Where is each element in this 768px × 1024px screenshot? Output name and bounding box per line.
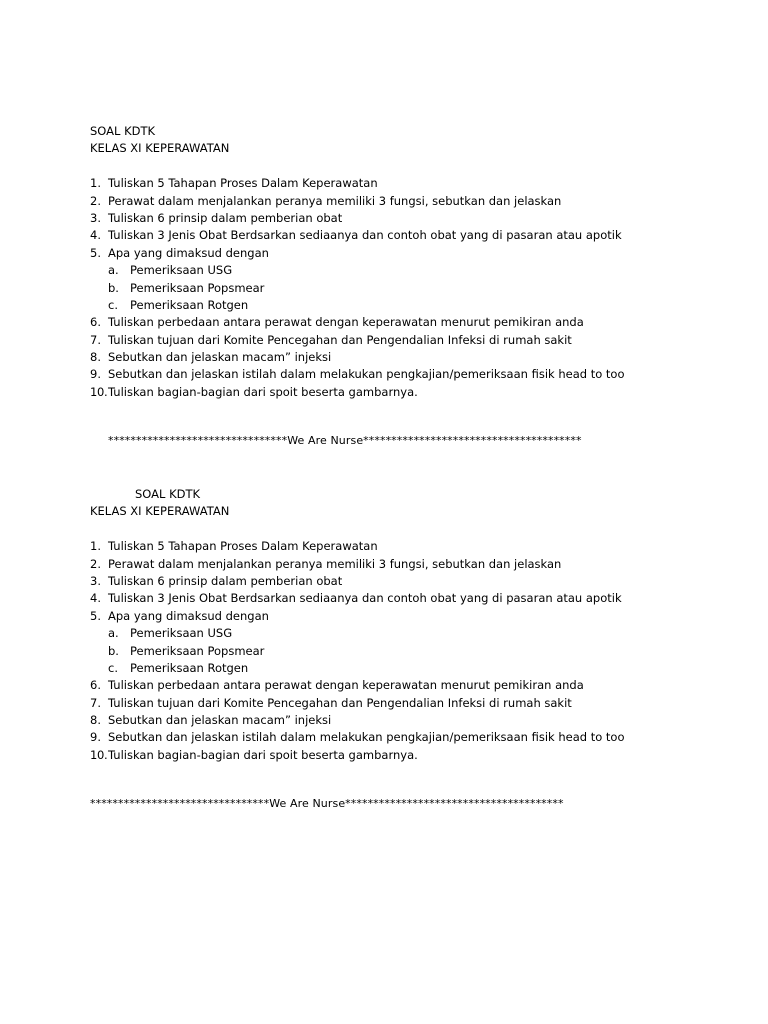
- question-number: 5.: [90, 608, 101, 623]
- question-text: Tuliskan perbedaan antara perawat dengan keperawatan menurut pemikiran anda: [108, 678, 584, 693]
- question-text: Tuliskan 6 prinsip dalam pemberian obat: [108, 573, 343, 588]
- question-text: Tuliskan bagian-bagian dari spoit beserta gambarnya.: [108, 384, 418, 399]
- sub-item-letter: a.: [108, 626, 119, 641]
- question-item: [90, 366, 690, 383]
- question-text: Tuliskan tujuan dari Komite Pencegahan dan Pengendalian Infeksi di rumah sakit: [108, 332, 572, 347]
- question-text: Tuliskan bagian-bagian dari spoit beserta gambarnya.: [108, 747, 418, 762]
- sub-item-text: Pemeriksaan USG: [130, 626, 233, 641]
- question-number: 8.: [90, 350, 101, 365]
- question-item: [90, 175, 690, 192]
- question-text: Tuliskan 3 Jenis Obat Berdsarkan sediaanya dan contoh obat yang di pasaran atau apotik: [108, 591, 622, 606]
- question-number: 6.: [90, 315, 101, 330]
- question-number: 7.: [90, 695, 101, 710]
- question-number: 4.: [90, 228, 101, 243]
- question-item: [90, 210, 690, 227]
- question-item: [90, 712, 690, 729]
- section-divider: ********************************We Are Nurse***************************************: [90, 797, 564, 810]
- question-item: [90, 227, 690, 244]
- question-item: [90, 384, 690, 401]
- question-text: Perawat dalam menjalankan peranya memiliki 3 fungsi, sebutkan dan jelaskan: [108, 556, 562, 571]
- question-item: [90, 747, 690, 764]
- question-item: [90, 349, 690, 366]
- question-number: 3.: [90, 573, 101, 588]
- question-number: 10.: [90, 384, 108, 399]
- sub-item-text: Pemeriksaan Rotgen: [130, 660, 249, 675]
- question-item: [90, 245, 690, 262]
- question-text: Tuliskan 6 prinsip dalam pemberian obat: [108, 210, 343, 225]
- question-number: 7.: [90, 332, 101, 347]
- sub-item-letter: b.: [108, 643, 119, 658]
- sub-item-letter: c.: [108, 297, 118, 312]
- question-number: 6.: [90, 678, 101, 693]
- question-number: 10.: [90, 747, 108, 762]
- sub-item-letter: c.: [108, 660, 118, 675]
- exam-title: SOAL KDTK: [90, 124, 156, 138]
- question-item: [90, 314, 690, 331]
- question-item: [90, 729, 690, 746]
- sub-item: [90, 297, 690, 314]
- question-item: [90, 556, 690, 573]
- exam-block-1: [90, 123, 690, 401]
- spacer: [90, 521, 690, 538]
- question-text: Apa yang dimaksud dengan: [108, 608, 269, 623]
- question-number: 3.: [90, 210, 101, 225]
- question-number: 5.: [90, 245, 101, 260]
- question-text: Perawat dalam menjalankan peranya memiliki 3 fungsi, sebutkan dan jelaskan: [108, 193, 562, 208]
- sub-item: [90, 625, 690, 642]
- question-text: Sebutkan dan jelaskan istilah dalam melakukan pengkajian/pemeriksaan fisik head to too: [108, 730, 625, 745]
- question-item: [90, 608, 690, 625]
- sub-item: [90, 643, 690, 660]
- sub-item-letter: b.: [108, 280, 119, 295]
- question-item: [90, 695, 690, 712]
- question-item: [90, 332, 690, 349]
- question-text: Sebutkan dan jelaskan macam” injeksi: [108, 350, 332, 365]
- question-number: 1.: [90, 539, 101, 554]
- question-text: Sebutkan dan jelaskan istilah dalam melakukan pengkajian/pemeriksaan fisik head to too: [108, 367, 625, 382]
- question-text: Tuliskan tujuan dari Komite Pencegahan dan Pengendalian Infeksi di rumah sakit: [108, 695, 572, 710]
- exam-block-2: [90, 486, 690, 764]
- question-item: [90, 677, 690, 694]
- exam-class: KELAS XI KEPERAWATAN: [90, 141, 230, 156]
- question-number: 9.: [90, 730, 101, 745]
- question-text: Tuliskan 5 Tahapan Proses Dalam Keperawatan: [108, 539, 378, 554]
- question-item: [90, 193, 690, 210]
- exam-title: SOAL KDTK: [135, 487, 201, 501]
- sub-item: [90, 280, 690, 297]
- sub-item-letter: a.: [108, 263, 119, 278]
- question-text: Tuliskan 5 Tahapan Proses Dalam Keperawatan: [108, 176, 378, 191]
- sub-item: [90, 660, 690, 677]
- question-text: Tuliskan perbedaan antara perawat dengan keperawatan menurut pemikiran anda: [108, 315, 584, 330]
- question-number: 1.: [90, 176, 101, 191]
- question-number: 2.: [90, 556, 101, 571]
- sub-item: [90, 262, 690, 279]
- question-number: 9.: [90, 367, 101, 382]
- question-number: 2.: [90, 193, 101, 208]
- sub-item-text: Pemeriksaan Popsmear: [130, 643, 265, 658]
- question-item: [90, 590, 690, 607]
- question-item: [90, 573, 690, 590]
- section-divider: ********************************We Are Nurse***************************************: [108, 434, 582, 447]
- question-text: Apa yang dimaksud dengan: [108, 245, 269, 260]
- spacer: [90, 158, 690, 175]
- sub-item-text: Pemeriksaan Popsmear: [130, 280, 265, 295]
- question-text: Sebutkan dan jelaskan macam” injeksi: [108, 713, 332, 728]
- sub-item-text: Pemeriksaan Rotgen: [130, 297, 249, 312]
- sub-item-text: Pemeriksaan USG: [130, 263, 233, 278]
- exam-class: KELAS XI KEPERAWATAN: [90, 504, 230, 519]
- question-number: 4.: [90, 591, 101, 606]
- question-item: [90, 538, 690, 555]
- question-number: 8.: [90, 713, 101, 728]
- question-text: Tuliskan 3 Jenis Obat Berdsarkan sediaanya dan contoh obat yang di pasaran atau apotik: [108, 228, 622, 243]
